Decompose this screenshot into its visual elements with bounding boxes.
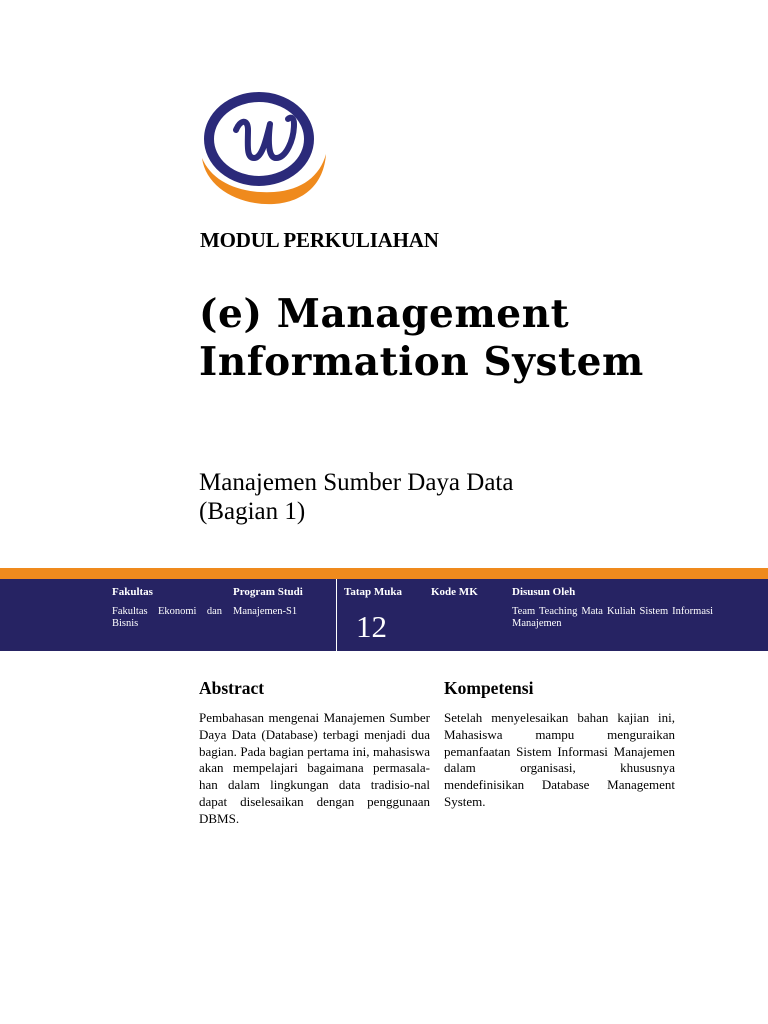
fakultas-label: Fakultas [112,586,153,598]
main-title [199,290,644,386]
kode-mk-label: Kode MK [431,586,478,598]
kompetensi-body: Setelah menyelesaikan bahan kajian ini, Mahasiswa mampu menguraikan pemanfaatan Sistem Informasi Manajemen dalam organisasi, khususnya mendefinisikan Database Management System. [444,710,675,809]
main-title-line: Information System [199,339,644,385]
band-divider [336,579,337,651]
orange-accent-bar [0,568,768,579]
subtitle-line: Manajemen Sumber Daya Data [199,469,514,496]
disusun-oleh-label: Disusun Oleh [512,586,576,598]
course-info-band [0,579,768,651]
fakultas-value: Fakultas Ekonomi dan Bisnis [112,606,222,629]
program-studi-label: Program Studi [233,586,303,598]
main-title-line: (e) Management [199,291,570,337]
disusun-oleh-value: Team Teaching Mata Kuliah Sistem Informasi Manajemen [512,606,713,629]
kompetensi-title: Kompetensi [444,678,534,698]
program-studi-value: Manajemen-S1 [233,606,298,617]
university-w-logo-icon [196,86,330,208]
abstract-body: Pembahasan mengenai Manajemen Sumber Daya Data (Database) terbagi menjadi dua bagian. Pada bagian pertama ini, mahasiswa akan mempelajari bagaimana permasala-han dalam lingkungan data tradisio-nal dapat diselesaikan dengan penggunaan DBMS. [199,710,430,826]
abstract-title: Abstract [199,678,265,698]
subtitle-line: (Bagian 1) [199,498,306,525]
module-label: MODUL PERKULIAHAN [200,228,439,252]
subtitle [199,468,513,526]
tatap-muka-value: 12 [356,609,387,644]
tatap-muka-label: Tatap Muka [344,586,402,598]
